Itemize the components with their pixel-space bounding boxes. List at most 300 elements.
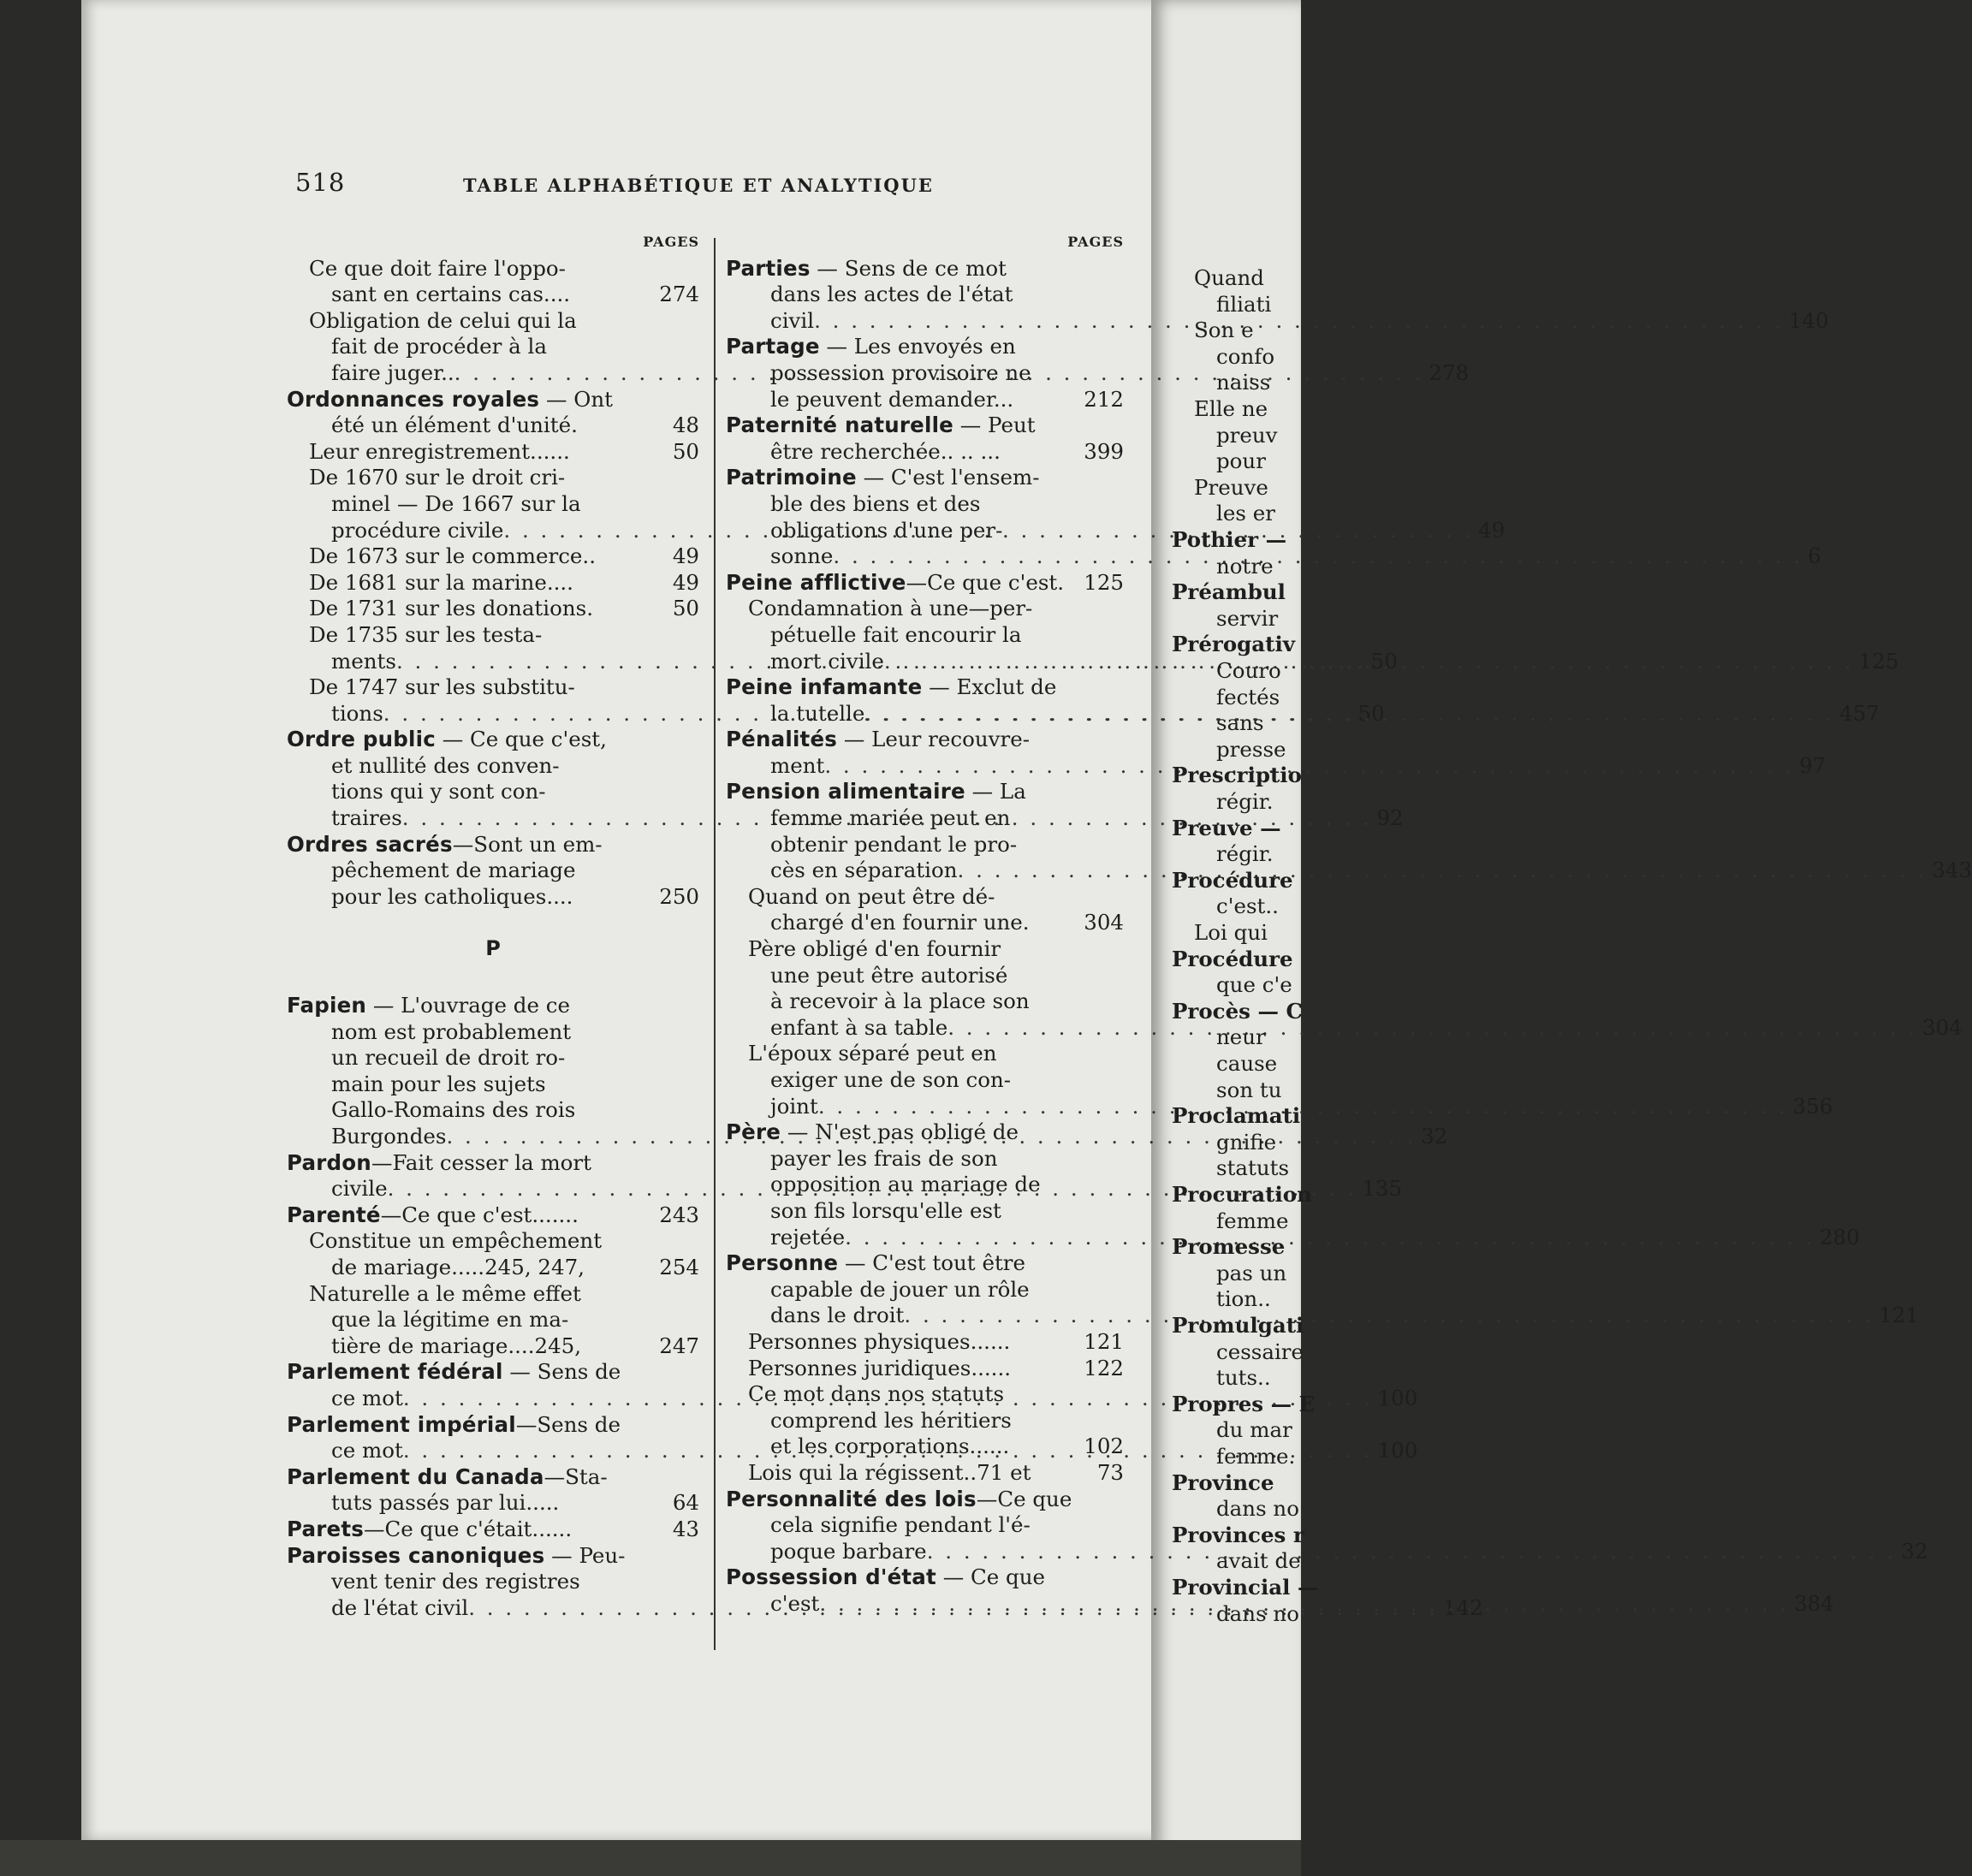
right-page-fragment: Elle ne [1194,396,1268,421]
index-line-text: été un élément d'unité. [331,413,578,438]
index-line-text: Parets—Ce que c'était...... [287,1516,573,1541]
index-line [287,256,699,282]
right-page-fragment: naiss [1216,370,1271,395]
index-line [287,282,699,308]
index-line-text: Fapien — L'ouvrage de ce [287,993,570,1018]
index-line-text: traires [331,805,402,831]
index-line [287,1228,699,1255]
page-reference: 100 [1377,1385,1418,1410]
index-line [287,1307,699,1333]
right-page-fragment: du mar [1216,1417,1292,1443]
page-reference: 50 [672,438,699,464]
index-line-text: Gallo-Romains des rois [331,1097,576,1123]
index-line [726,1460,1124,1487]
index-line [287,727,699,753]
right-page-fragment: preuv [1216,422,1278,448]
index-line-text: fait de procéder à la [331,334,547,359]
page-reference: 356 [1792,1093,1833,1119]
index-line-text: Personnes physiques...... [748,1328,1011,1354]
index-line [287,674,699,701]
index-line [287,1019,699,1046]
index-line [726,1146,1124,1172]
page-reference: 274 [659,282,699,307]
index-line-text: à recevoir à la place son [770,988,1030,1014]
column-divider [714,238,716,1650]
leader-dots [884,649,1854,675]
index-line [287,1569,699,1595]
index-line-text: Paternité naturelle — Peut [726,413,1036,438]
index-line [287,1045,699,1072]
leader-dots [904,1303,1874,1329]
index-line [287,1097,699,1124]
index-line-text: vent tenir des registres [331,1569,580,1594]
right-page-fragment: tuts.. [1216,1365,1271,1391]
index-line [726,1487,1124,1513]
right-page-fragment: Prérogativ [1172,632,1296,657]
index-line [287,1464,699,1491]
right-page-fragment: que c'e [1216,972,1292,998]
index-line-text: opposition au mariage de [770,1172,1041,1197]
index-term: Personnalité des lois [726,1486,977,1511]
right-page-fragment: les er [1216,501,1275,526]
index-line [726,1564,1124,1591]
page-reference: 48 [672,413,699,438]
index-term: Parets [287,1516,365,1541]
index-line-text: Possession d'état — Ce que [726,1564,1046,1590]
page-reference: 343 [1932,858,1972,883]
page-reference: 212 [1084,386,1124,412]
right-page-fragment: c'est.. [1216,893,1279,919]
leader-dots [864,701,1834,727]
leader-dots [824,753,1794,780]
index-line-text: Ordonnances royales — Ont [287,386,614,412]
index-line-text: que la légitime en ma- [331,1307,569,1333]
right-page-fragment: Provincial — [1172,1575,1319,1600]
right-page-fragment: Preuve [1194,474,1268,500]
index-line-text: Pension alimentaire — La [726,779,1026,804]
index-line-text: Ordres sacrés—Sont un em- [287,831,603,857]
index-line-text: comprend les héritiers [770,1407,1012,1433]
index-line [726,910,1124,936]
page-reference: 399 [1084,438,1124,464]
index-line [726,360,1124,387]
leader-dots [958,858,1927,884]
index-line-text: ce mot [331,1385,403,1410]
right-page-fragment: Propres — E [1172,1391,1316,1416]
index-line [287,1202,699,1229]
index-line [287,1281,699,1308]
right-page-fragment: pour [1216,448,1266,474]
right-page-fragment: gnifie [1216,1129,1277,1155]
page-reference: 49 [672,569,699,595]
index-term: Pension alimentaire [726,779,965,804]
right-page-fragment: filiati [1216,291,1272,317]
index-term: Patrimoine [726,465,857,490]
index-line [726,1041,1124,1067]
index-line [287,543,699,570]
right-page-fragment: neur [1216,1024,1266,1050]
index-line-text: Ce mot dans nos statuts [748,1381,1005,1407]
page-reference: 142 [1442,1594,1483,1620]
index-line [287,753,699,780]
page-reference: 125 [1858,648,1899,674]
index-line [726,1381,1124,1408]
right-page-fragment: Preuve — [1172,815,1281,840]
index-line [287,1150,699,1177]
leader-dots [927,1539,1897,1565]
index-line-text: De 1747 sur les substitu- [309,674,575,700]
index-line-text: De 1670 sur le droit cri- [309,465,566,490]
page-reference: 122 [1084,1355,1124,1380]
index-line-text: Père obligé d'en fournir [748,936,1001,962]
index-line-text: Personnalité des lois—Ce que [726,1486,1072,1511]
index-line-text: cela signifie pendant l'é- [770,1512,1031,1538]
right-page-fragment: dans no [1216,1496,1299,1522]
index-line-text: De 1731 sur les donations. [309,596,594,621]
index-term: Ordre public [287,727,436,752]
right-page-fragment: Procès — C [1172,998,1304,1024]
index-line [726,387,1124,413]
page-header [295,168,1091,211]
running-title: TABLE ALPHABÉTIQUE ET ANALYTIQUE [463,175,934,196]
right-page-fragment: Procuration [1172,1182,1312,1207]
index-line [726,596,1124,622]
index-line [726,1198,1124,1225]
index-line-text: une peut être autorisé [770,962,1008,988]
index-line-text: c'est [770,1590,820,1616]
page-reference: 140 [1788,307,1829,333]
index-line [726,622,1124,649]
page-reference: 50 [1370,648,1398,674]
right-page-fragment: femme. [1216,1444,1296,1469]
index-line-text: Naturelle a le même effet [309,1280,581,1306]
page-reference: 97 [1799,752,1826,778]
index-line-text: payer les frais de son [770,1145,998,1171]
index-line-text: obtenir pendant le pro- [770,831,1018,857]
index-line [287,570,699,597]
index-line-text: dans les actes de l'état [770,282,1013,307]
right-page-fragment: régir. [1216,789,1274,814]
index-line-text: tions qui y sont con- [331,779,546,804]
index-line [726,1356,1124,1382]
index-line-text: mort civile [770,648,884,674]
leader-dots [818,1094,1788,1120]
index-line-text: la tutelle [770,700,865,726]
index-line-text: Condamnation à une—per- [748,596,1033,621]
index-line-text: ce mot [331,1438,403,1463]
index-line-text: Personnes juridiques...... [748,1355,1012,1380]
page-reference: 278 [1429,359,1470,385]
index-line-text: civil [770,307,815,333]
index-line-text: femme mariée peut en [770,805,1011,831]
index-line-text: ment [770,752,825,778]
index-line-text: De 1681 sur la marine.... [309,569,573,595]
index-line-text: son fils lorsqu'elle est [770,1197,1001,1223]
pages-label: PAGES [643,234,699,250]
section-letter: P [485,936,501,961]
page-reference: 243 [659,1202,699,1227]
index-line-text: de l'état civil [331,1594,469,1620]
page-reference: 73 [1096,1459,1124,1485]
index-line [726,805,1124,832]
right-page-fragment: cessaire [1216,1339,1304,1364]
index-line [726,1067,1124,1094]
index-line [726,1408,1124,1434]
index-line-text: De 1735 sur les testa- [309,621,543,647]
index-line-text: Obligation de celui qui la [309,307,577,333]
index-line-text: rejetée [770,1224,846,1250]
right-page-fragment: Provinces r [1172,1522,1304,1547]
index-term: Partage [726,334,820,359]
index-term: Fapien [287,993,367,1018]
index-line [726,256,1124,282]
index-term: Parlement fédéral [287,1359,503,1385]
right-page-fragment: Promulgati [1172,1313,1304,1338]
index-line [726,727,1124,753]
index-line-text: poque barbare [770,1538,927,1564]
index-line [287,1490,699,1517]
index-line-text: pour les catholiques.... [331,883,573,909]
index-line [287,1543,699,1570]
index-line-text: Personne — C'est tout être [726,1250,1025,1276]
index-line-text: tions [331,700,383,726]
index-line-text: nom est probablement [331,1018,572,1044]
page-number: 518 [295,168,346,197]
right-page-fragment: Loi qui [1194,920,1268,945]
index-line-text: Parlement du Canada—Sta- [287,1463,608,1489]
index-line-text: tière de mariage....245, [331,1333,582,1358]
index-line [726,1512,1124,1539]
page-reference: 247 [659,1333,699,1358]
index-line [726,413,1124,439]
index-line [726,1277,1124,1303]
index-term: Parenté [287,1202,381,1227]
right-page-fragment: avait de [1216,1548,1301,1574]
right-page-fragment: dans no [1216,1600,1299,1626]
index-line-text: sonne [770,543,834,569]
page-reference: 457 [1839,700,1880,726]
leader-dots [833,543,1803,570]
index-line [287,387,699,413]
index-line-text: Lois qui la régissent..71 et [748,1459,1031,1485]
index-term: Pénalités [726,727,838,752]
index-line-text: Patrimoine — C'est l'ensem- [726,465,1040,490]
right-page-fragment: Promesse [1172,1234,1286,1260]
index-line-text: de mariage.....245, 247, [331,1254,585,1279]
index-line-text: Partage — Les envoyés en [726,334,1016,359]
index-line [726,282,1124,308]
page-reference: 64 [672,1490,699,1516]
index-line-text: Paroisses canoniques — Peu- [287,1542,626,1568]
index-line-text: Quand on peut être dé- [748,883,995,909]
right-page-fragment: fectés [1216,684,1280,709]
index-line-text: obligations d'une per- [770,517,1003,543]
index-line-text: pétuelle fait encourir la [770,621,1022,647]
right-page-fragment: Préambul [1172,579,1286,605]
index-term: Parties [726,255,811,281]
index-line [726,779,1124,805]
page-reference: 49 [1478,517,1506,543]
index-line-text: Parties — Sens de ce mot [726,255,1007,281]
index-line-text: civile [331,1176,388,1202]
index-line [287,413,699,439]
right-page-fragment: pas un [1216,1260,1287,1285]
page-reference: 6 [1808,543,1821,569]
page-reference: 121 [1084,1328,1124,1354]
leader-dots [845,1225,1815,1251]
right-page-fragment: Quand [1194,265,1264,290]
index-line [287,334,699,360]
index-line-text: Ce que doit faire l'oppo- [309,255,566,281]
index-line-text: Burgondes [331,1124,447,1149]
index-line-text: ments [331,648,396,674]
index-line [287,1333,699,1360]
right-page-fragment: Proclamati [1172,1103,1301,1129]
page-reference: 384 [1794,1590,1834,1616]
right-page-fragment: statuts [1216,1155,1290,1181]
page-reference: 280 [1819,1224,1860,1250]
index-line-text: L'époux séparé peut en [748,1041,997,1066]
index-line-text: tuts passés par lui..... [331,1490,560,1516]
index-line [287,1412,699,1439]
index-line-text: dans le droit [770,1303,905,1328]
index-term: Parlement du Canada [287,1463,544,1489]
index-line [726,1119,1124,1146]
index-term: Ordonnances royales [287,386,540,412]
index-line-text: minel — De 1667 sur la [331,490,581,516]
index-line [726,1250,1124,1277]
index-line-text: chargé d'en fournir une. [770,910,1030,935]
index-line [287,1517,699,1543]
index-line [726,1434,1124,1460]
index-line-text: Père — N'est pas obligé de [726,1119,1019,1145]
index-line-text: et nullité des conven- [331,752,560,778]
index-term: Père [726,1119,781,1145]
index-line-text: sant en certains cas.... [331,282,571,307]
index-line-text: Parlement impérial—Sens de [287,1411,621,1437]
index-line [287,439,699,466]
page-reference: 92 [1376,805,1404,831]
index-term: Paroisses canoniques [287,1542,545,1568]
index-line-text: Pardon—Fait cesser la mort [287,1149,591,1175]
index-line [726,884,1124,911]
index-term: Pardon [287,1149,371,1175]
right-page-fragment: tion.. [1216,1286,1271,1312]
page-reference: 32 [1901,1538,1928,1564]
right-page-fragment: Son e [1194,318,1254,343]
index-line [726,570,1124,597]
index-line-text: faire juger.. [331,359,454,385]
index-line [726,334,1124,360]
index-line [726,988,1124,1015]
index-line [287,491,699,518]
right-page-fragment: Pothier — [1172,527,1287,552]
right-page-fragment: sans [1216,710,1264,736]
page-reference: 50 [1357,700,1385,726]
right-page-fragment: confo [1216,343,1275,369]
page-reference: 304 [1084,910,1124,935]
right-page-fragment: Couro [1216,658,1281,683]
index-line [287,779,699,805]
index-term: Peine infamante [726,674,923,700]
index-line [287,858,699,884]
leader-dots [814,308,1784,335]
right-page-fragment: Procédure [1172,946,1293,971]
right-page-fragment: cause [1216,1051,1278,1076]
index-line-text: Leur enregistrement...... [309,438,570,464]
index-line-text: main pour les sujets [331,1071,546,1096]
index-line-text: pêchement de mariage [331,858,576,883]
right-page-fragment: servir [1216,605,1279,631]
index-line [726,1329,1124,1356]
scan-background [0,1840,1301,1876]
index-term: Parlement impérial [287,1411,516,1437]
index-line-text: De 1673 sur le commerce.. [309,543,596,569]
index-line [726,439,1124,466]
index-line-text: Ordre public — Ce que c'est, [287,727,607,752]
index-line-text: possession provisoire ne [770,359,1031,385]
right-page-fragment: femme [1216,1208,1289,1233]
leader-dots [947,1015,1917,1042]
index-line-text: ble des biens et des [770,490,981,516]
index-line [287,832,699,858]
index-line-text: un recueil de droit ro- [331,1045,566,1071]
index-line-text: Pénalités — Leur recouvre- [726,727,1030,752]
right-page-fragment: Procédure [1172,867,1293,893]
page-reference: 50 [672,596,699,621]
index-term: Possession d'état [726,1564,936,1590]
index-line-text: être recherchée.. .. ... [770,438,1001,464]
index-term: Ordres sacrés [287,831,453,857]
right-page-fragment: son tu [1216,1077,1282,1102]
page-reference: 49 [672,543,699,569]
index-line [726,491,1124,518]
index-line-text: procédure civile [331,517,504,543]
right-page-fragment: presse [1216,736,1286,762]
right-page-fragment: notre [1216,553,1274,579]
index-line-text: joint [770,1093,818,1119]
index-line [287,465,699,491]
right-page-fragment: régir. [1216,841,1274,867]
index-line [287,308,699,335]
index-line-text: exiger une de son con- [770,1067,1012,1092]
index-line-text: et les corporations...... [770,1434,1010,1459]
index-term: Personne [726,1250,839,1276]
index-line-text: Parenté—Ce que c'est....... [287,1202,579,1227]
index-line-text: Parlement fédéral — Sens de [287,1359,621,1385]
index-line [287,1359,699,1386]
page-reference: 100 [1377,1438,1418,1463]
index-line [287,993,699,1019]
index-line [726,518,1124,544]
index-line [726,1172,1124,1198]
index-line-text: Peine infamante — Exclut de [726,674,1057,700]
index-line [287,1255,699,1281]
index-line [726,674,1124,701]
index-line-text: le peuvent demander... [770,386,1014,412]
right-page-fragment: Province [1172,1469,1274,1495]
index-line-text: Peine afflictive—Ce que c'est. [726,569,1065,595]
index-line [287,1072,699,1098]
index-term: Paternité naturelle [726,413,953,438]
index-term: Peine afflictive [726,569,906,595]
index-line [726,465,1124,491]
index-line-text: capable de jouer un rôle [770,1276,1030,1302]
page-reference: 32 [1421,1124,1448,1149]
index-line [287,596,699,622]
index-line [287,622,699,649]
index-line [726,936,1124,963]
